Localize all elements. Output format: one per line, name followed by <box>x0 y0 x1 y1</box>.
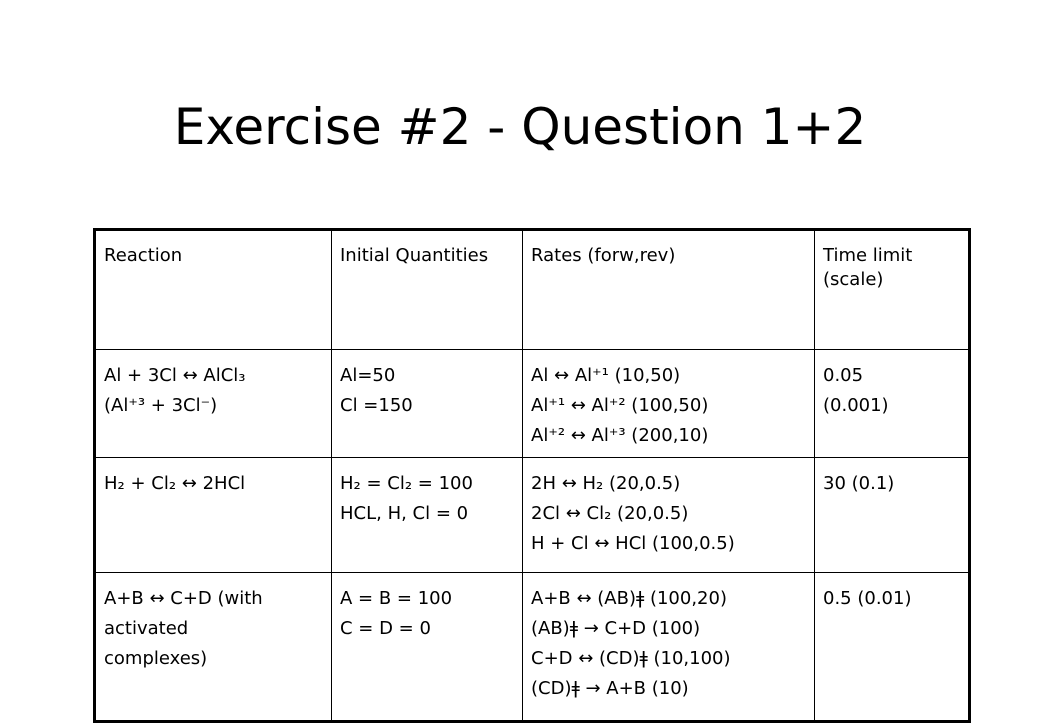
reaction-cell <box>95 573 332 722</box>
time-limit-cell <box>815 350 970 458</box>
table-header-row <box>95 230 970 350</box>
time-limit-line: 0.5 (0.01) <box>823 588 912 609</box>
initial-line: HCL, H, Cl = 0 <box>340 503 469 524</box>
data-table <box>93 228 971 723</box>
initial-line: Al=50 <box>340 365 396 386</box>
rate-line: 2Cl ↔ Cl₂ (20,0.5) <box>531 503 689 524</box>
reaction-line: activated <box>104 618 189 639</box>
initial-quantities-cell <box>332 573 523 722</box>
initial-line: H₂ = Cl₂ = 100 <box>340 473 473 494</box>
table-row <box>95 573 970 722</box>
reaction-line: H₂ + Cl₂ ↔ 2HCl <box>104 473 246 494</box>
rate-line: Al⁺¹ ↔ Al⁺² (100,50) <box>531 395 709 416</box>
header-reaction: Reaction <box>95 230 332 350</box>
table-row <box>95 458 970 573</box>
header-time-limit: Time limit (scale) <box>815 230 970 350</box>
initial-quantities-cell <box>332 350 523 458</box>
rate-line: (AB)ǂ → C+D (100) <box>531 618 701 639</box>
rate-line: C+D ↔ (CD)ǂ (10,100) <box>531 648 731 669</box>
rate-line: Al ↔ Al⁺¹ (10,50) <box>531 365 681 386</box>
time-limit-line: (0.001) <box>823 395 889 416</box>
reaction-line: A+B ↔ C+D (with <box>104 588 263 609</box>
rate-line: Al⁺² ↔ Al⁺³ (200,10) <box>531 425 709 446</box>
rates-cell <box>523 458 815 573</box>
time-limit-line: 0.05 <box>823 365 864 386</box>
initial-line: A = B = 100 <box>340 588 453 609</box>
slide-title: Exercise #2 - Question 1+2 <box>173 98 867 156</box>
reaction-cell <box>95 458 332 573</box>
reaction-line: Al + 3Cl ↔ AlCl₃ <box>104 365 246 386</box>
rate-line: H + Cl ↔ HCl (100,0.5) <box>531 533 735 554</box>
time-limit-cell <box>815 573 970 722</box>
header-rates: Rates (forw,rev) <box>523 230 815 350</box>
reaction-line: complexes) <box>104 648 208 669</box>
initial-line: C = D = 0 <box>340 618 431 639</box>
rate-line: (CD)ǂ → A+B (10) <box>531 678 689 699</box>
initial-quantities-cell <box>332 458 523 573</box>
table-row <box>95 350 970 458</box>
rates-cell <box>523 350 815 458</box>
header-initial-quantities: Initial Quantities <box>332 230 523 350</box>
reaction-cell <box>95 350 332 458</box>
time-limit-cell <box>815 458 970 573</box>
initial-line: Cl =150 <box>340 395 413 416</box>
reaction-line: (Al⁺³ + 3Cl⁻) <box>104 395 218 416</box>
rate-line: 2H ↔ H₂ (20,0.5) <box>531 473 681 494</box>
time-limit-line: 30 (0.1) <box>823 473 895 494</box>
rate-line: A+B ↔ (AB)ǂ (100,20) <box>531 588 727 609</box>
rates-cell <box>523 573 815 722</box>
